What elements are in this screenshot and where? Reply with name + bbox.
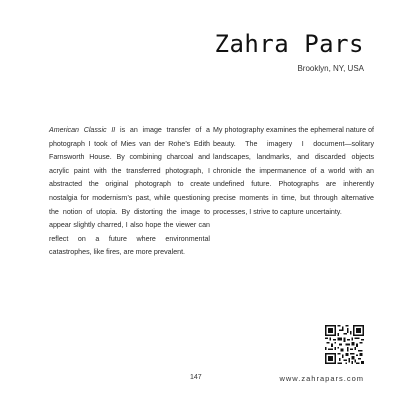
statement-right-text: My photography examines the ephemeral nature of beauty. The imagery I document—solitary landscapes, landmarks, and discarded objects chronicle the impermanence of a world with an undefined future. Photographs are inherently precise moments in time, but through alternative processes, I strive to capture uncertainty. <box>213 126 374 216</box>
statement-right-column <box>213 124 374 219</box>
artwork-title: American Classic II <box>49 126 116 134</box>
statement-left-text: is an image transfer of a photograph I took of Mies van der Rohe’s Edith Farnsworth House. By combining charcoal and acrylic paint with the transferred photograph, I abstracted the original photograph to create nostalgia for modernism’s past, while questioning the notion of utopia. By distorting the image to appear slightly charred, I also hope the viewer can reflect on a future where environmental catastrophes, like fires, are more prevalent. <box>49 126 210 257</box>
page-number: 147 <box>190 374 202 381</box>
statement-left-column <box>49 124 210 260</box>
artist-name: Zahra Pars <box>214 30 364 58</box>
qr-code-icon <box>325 325 364 364</box>
artist-location: Brooklyn, NY, USA <box>297 64 364 73</box>
website-url[interactable]: www.zahrapars.com <box>279 374 364 383</box>
